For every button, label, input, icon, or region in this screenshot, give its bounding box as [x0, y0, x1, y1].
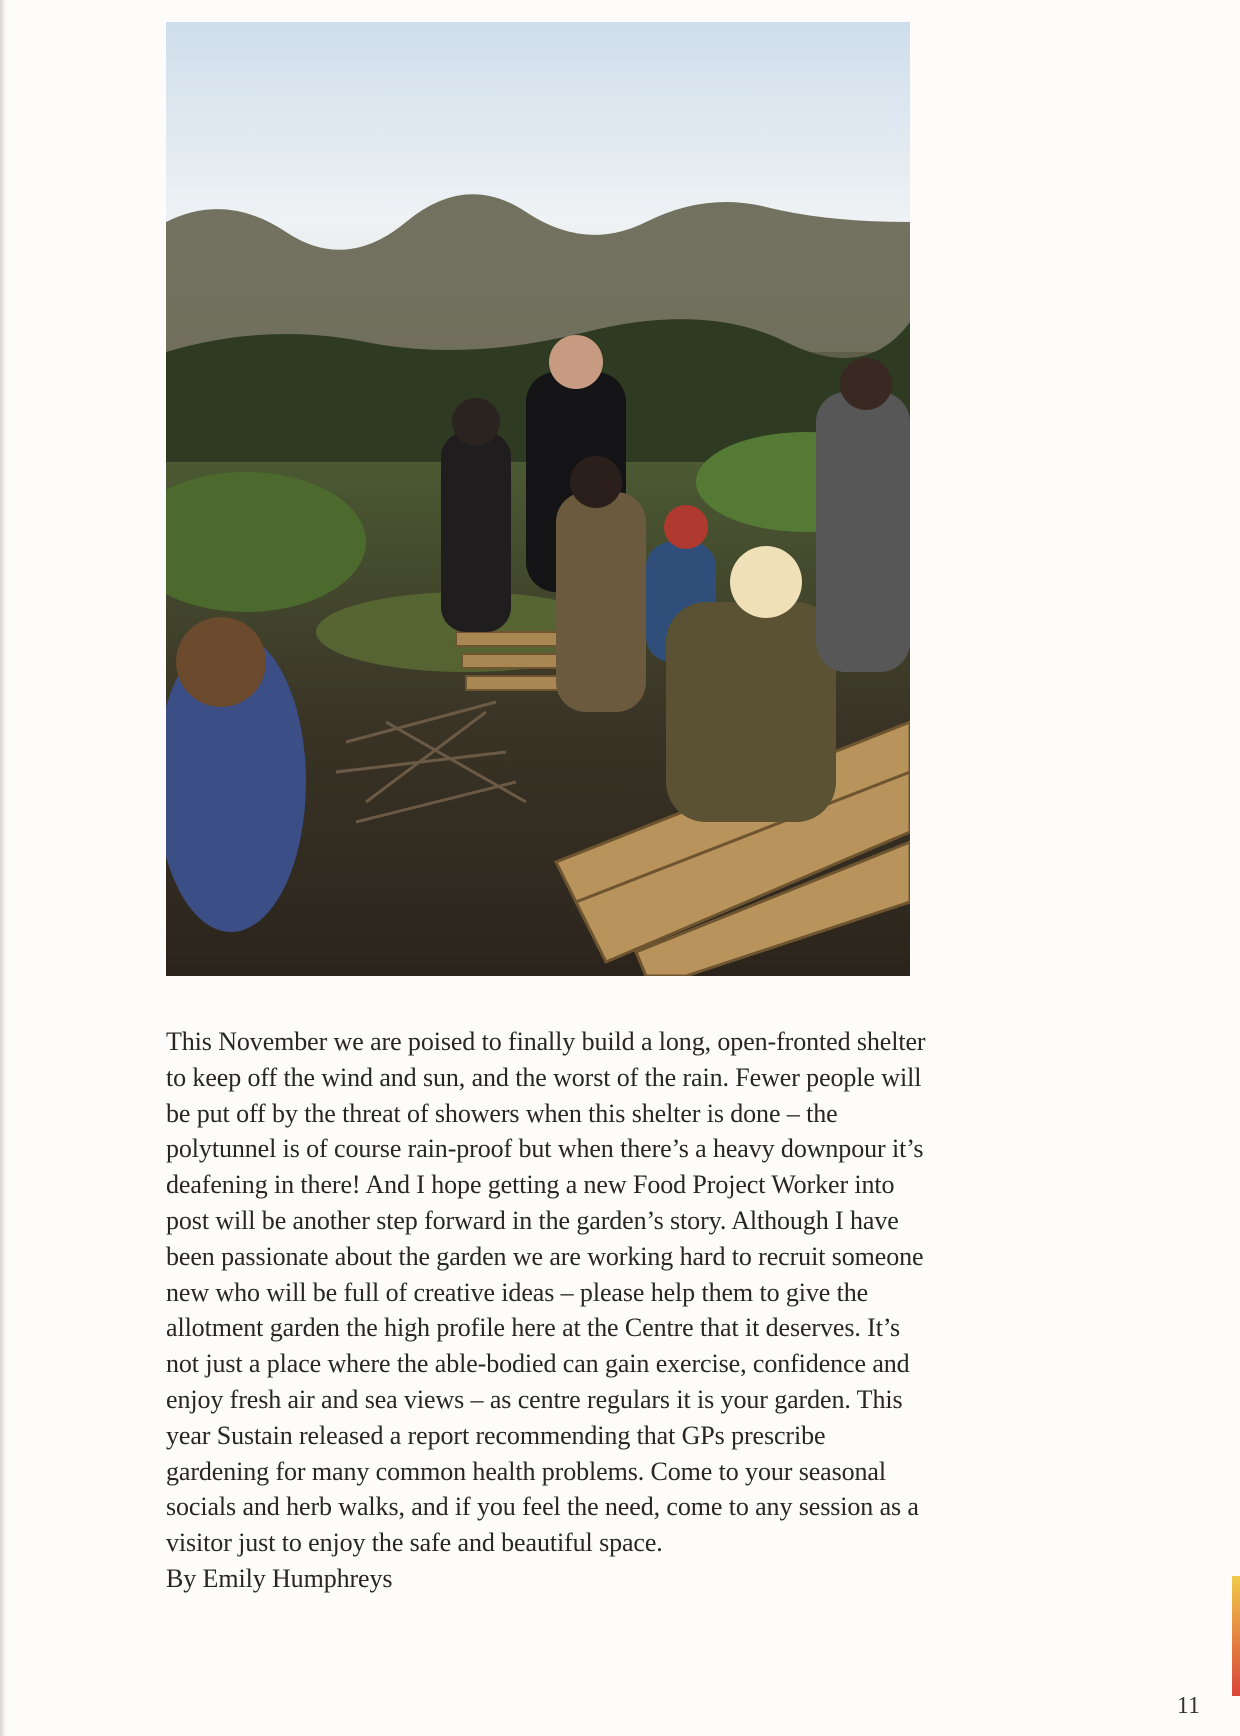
article-byline: By Emily Humphreys: [166, 1563, 393, 1593]
article-paragraph: This November we are poised to finally build a long, open-fronted shelter to keep off the wind and sun, and the worst of the rain. Fewer people will be put off by the threat of showers when this shelter is done – the polytunnel is of course rain-proof but when there’s a heavy downpour it’s deafening in there! And I hope getting a new Food Project Worker into post will be another step forward in the garden’s story. Although I have been passionate about the garden we are working hard to recruit someone new who will be full of creative ideas – please help them to give the allotment garden the high profile here at the Centre that it deserves. It’s not just a place where the able-bodied can gain exercise, confidence and enjoy fresh air and sea views – as centre regulars it is your garden. This year Sustain released a report recommending that GPs prescribe gardening for many common health problems. Come to your seasonal socials and herb walks, and if you feel the need, come to any session as a visitor just to enjoy the safe and beautiful space.: [166, 1027, 926, 1558]
person: [556, 492, 646, 712]
page-number: 11: [1176, 1693, 1200, 1719]
person-head: [176, 617, 266, 707]
person-head: [570, 456, 622, 508]
person: [816, 392, 910, 672]
person: [441, 432, 511, 632]
person-head: [549, 335, 603, 389]
person: [666, 602, 836, 822]
photo-icon: [166, 22, 910, 976]
article-body: [166, 1024, 926, 1597]
person-head: [730, 546, 802, 618]
person-head: [664, 505, 708, 549]
person-head: [452, 398, 500, 446]
page-edge-shadow: [0, 0, 6, 1736]
article-photo: [166, 22, 910, 976]
person-head: [840, 358, 892, 410]
page-edge-mark: [1232, 1576, 1240, 1696]
